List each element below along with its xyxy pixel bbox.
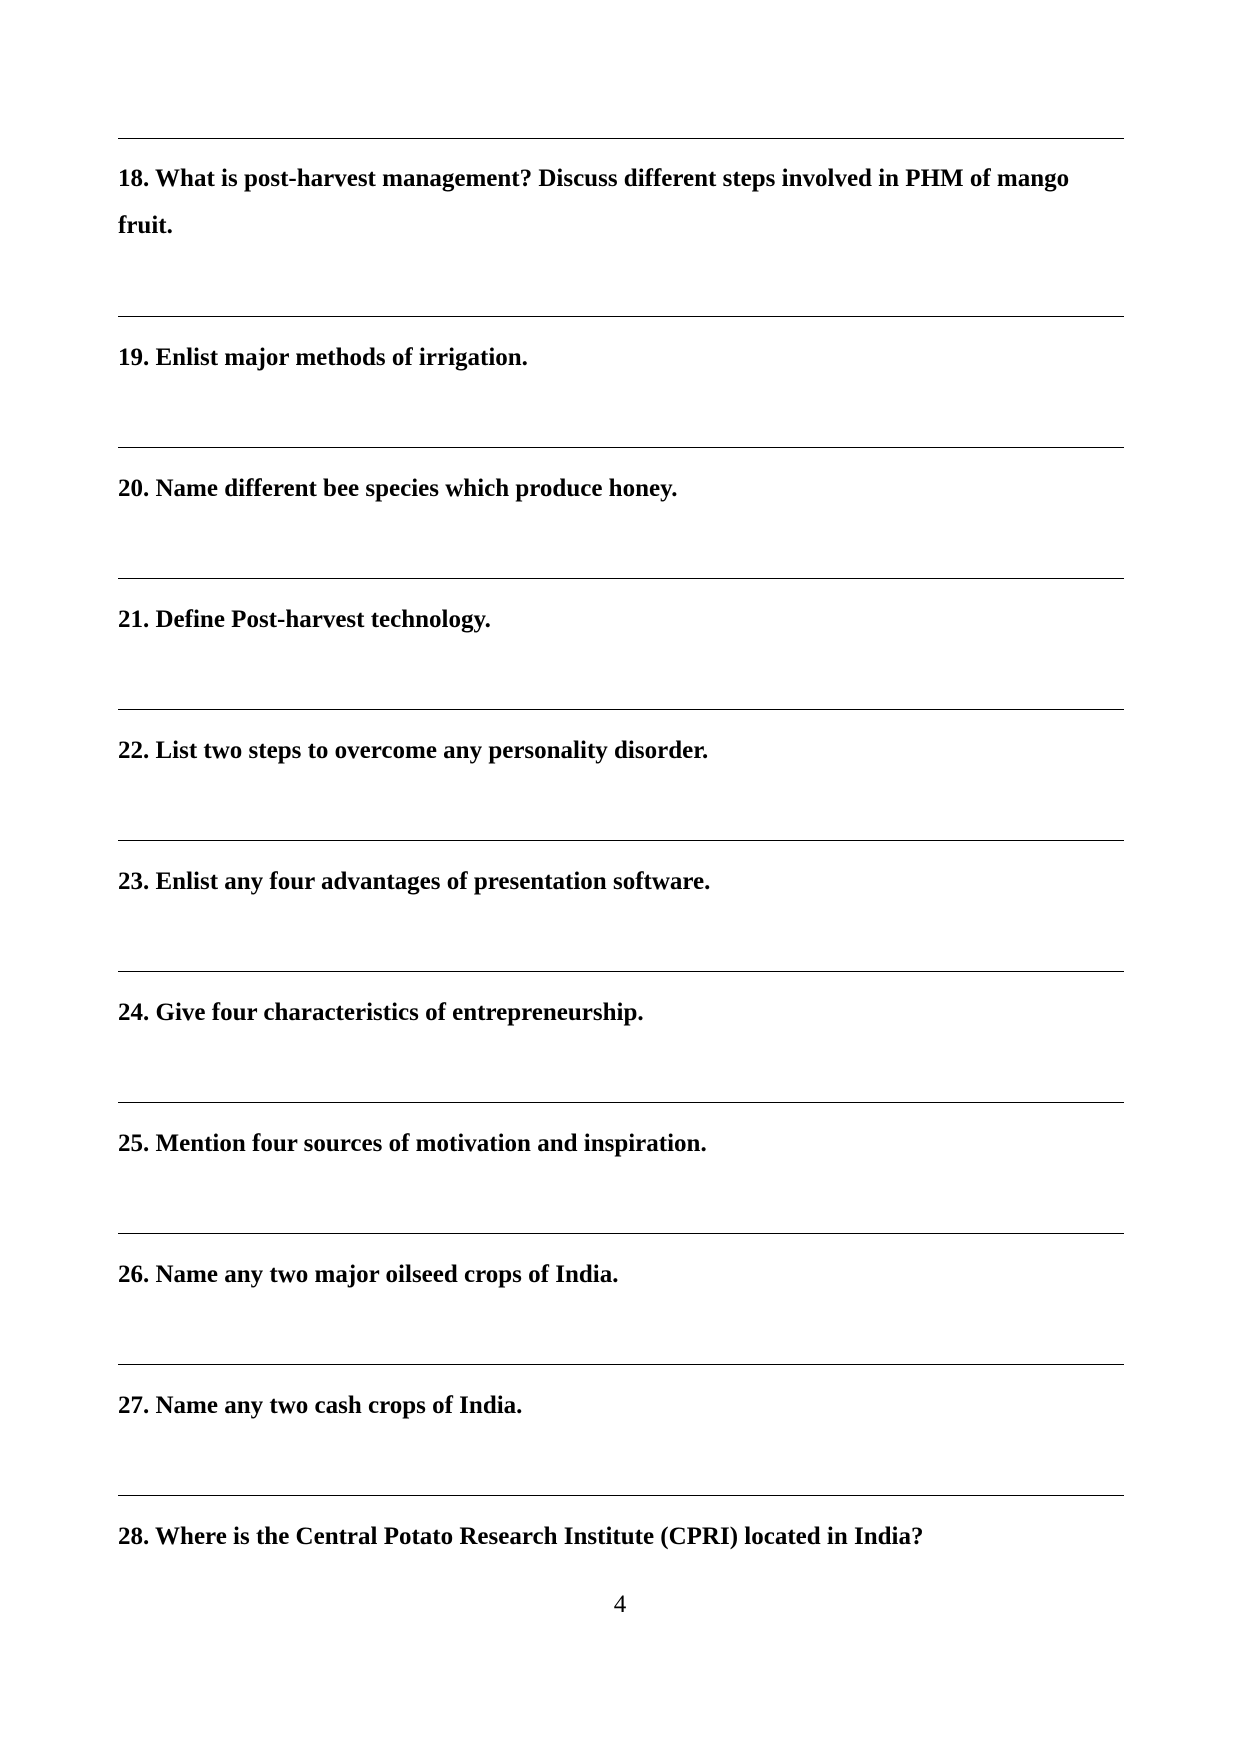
- question-20: 20. Name different bee species which produce honey.: [118, 475, 678, 502]
- question-24: 24. Give four characteristics of entrepreneurship.: [118, 999, 644, 1026]
- separator-line: [118, 1364, 1124, 1365]
- separator-line: [118, 447, 1124, 448]
- question-19: 19. Enlist major methods of irrigation.: [118, 344, 528, 371]
- question-28: 28. Where is the Central Potato Research Institute (CPRI) located in India?: [118, 1523, 924, 1550]
- question-25: 25. Mention four sources of motivation and inspiration.: [118, 1130, 707, 1157]
- question-26: 26. Name any two major oilseed crops of India.: [118, 1261, 619, 1288]
- page-number: 4: [613, 1591, 627, 1618]
- question-22: 22. List two steps to overcome any personality disorder.: [118, 737, 709, 764]
- question-18: 18. What is post-harvest management? Discuss different steps involved in PHM of mango fruit.: [118, 165, 1070, 239]
- question-21: 21. Define Post-harvest technology.: [118, 606, 491, 633]
- separator-line: [118, 138, 1124, 139]
- separator-line: [118, 1233, 1124, 1234]
- separator-line: [118, 1102, 1124, 1103]
- separator-line: [118, 971, 1124, 972]
- separator-line: [118, 709, 1124, 710]
- separator-line: [118, 1495, 1124, 1496]
- question-27: 27. Name any two cash crops of India.: [118, 1392, 523, 1419]
- separator-line: [118, 578, 1124, 579]
- question-23: 23. Enlist any four advantages of presentation software.: [118, 868, 711, 895]
- separator-line: [118, 316, 1124, 317]
- separator-line: [118, 840, 1124, 841]
